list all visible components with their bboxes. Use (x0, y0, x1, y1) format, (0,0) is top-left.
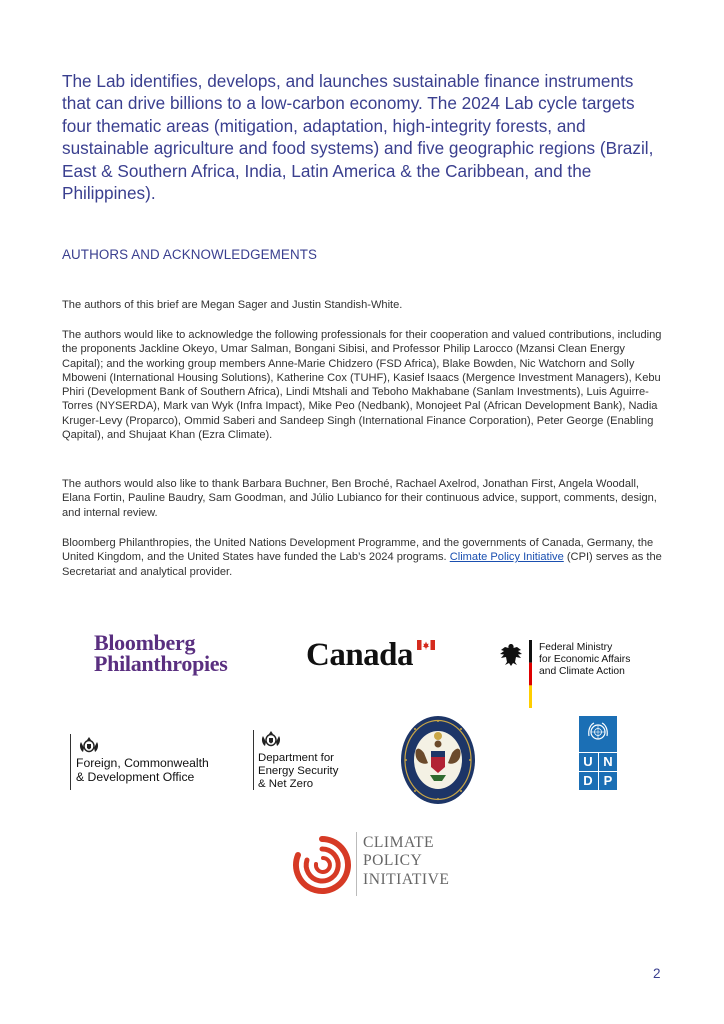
german-flag-bar-icon (529, 640, 532, 708)
acknowledgements-paragraph: The authors would like to acknowledge the following professionals for their cooperation and valued contributions, including the proponents Jackline Okeyo, Umar Salman, Bongani Sibisi, and Professor Philip Larocco (Mzansi Clean Energy Capital); and the working group members Anne-Marie Chidzero (FSD Africa), Blake Bowden, Nic Watchorn and Solly Mboweni (International Housing Solutions), Katherine Cox (TUHF), Kasief Isaacs (Mergence Investment Managers), Kebu Phiri (Development Bank of Southern Africa), Lindi Mtshali and Teboho Makhabane (Sanlam Investments), Luis Aguirre-Torres (NYSERDA), Mark van Wyk (Infra Impact), Mike Peo (Nedbank), Monojeet Pal (African Development Bank), Nadia Kruger-Levy (Proparco), Ommid Saberi and Sandeep Singh (International Finance Corporation), Peter George (Enabling Qapital), and Shujaat Khan (Ezra Climate). (62, 329, 662, 442)
canada-wordmark: Canada (306, 637, 414, 673)
funders-text-end: (CPI) serves as the Secretariat and analytical provider. (62, 551, 662, 578)
thanks-paragraph: The authors would also like to thank Barbara Buchner, Ben Broché, Rachael Axelrod, Jonathan First, Angela Woodall, Elana Fortin, Pauline Baudry, Sam Goodman, and Júlio Lubianco for their continuous advice, support, comments, design, and internal review. (62, 478, 657, 519)
undp-divider (579, 752, 617, 753)
un-emblem-icon (586, 720, 610, 744)
funders-paragraph (62, 536, 662, 579)
bloomberg-line1: Bloomberg (94, 630, 196, 655)
undp-letter-u: U (583, 754, 593, 769)
intro-paragraph: The Lab identifies, develops, and launches sustainable finance instruments that can drive billions to a low-carbon economy. The 2024 Lab cycle targets four thematic areas (mitigation, adaptation, high-integrity forests, and sustainable agriculture and food systems) and five geographic regions (Brazil, East & Southern Africa, India, Latin America & the Caribbean, and the Philippines). (62, 71, 654, 204)
undp-divider (579, 771, 617, 772)
royal-crest-icon (260, 730, 282, 748)
desnz-name: Department for Energy Security & Net Zero (258, 752, 339, 790)
us-state-department-seal (400, 715, 476, 805)
climate-policy-initiative-logo (290, 830, 460, 902)
undp-letter-n: N (603, 754, 613, 769)
undp-letter-p: P (603, 773, 613, 788)
cpi-link[interactable]: Climate Policy Initiative (449, 551, 564, 564)
bloomberg-philanthropies-logo (94, 632, 228, 674)
divider (70, 734, 71, 790)
fcdo-name: Foreign, Commonwealth & Development Office (76, 756, 209, 784)
bloomberg-line2: Philanthropies (94, 651, 228, 676)
authors-paragraph: The authors of this brief are Megan Sager and Justin Standish-White. (62, 299, 403, 311)
fcdo-logo (70, 734, 230, 790)
page-number: 2 (653, 966, 661, 981)
cpi-name: CLIMATE POLICY INITIATIVE (363, 834, 450, 888)
german-ministry-logo (498, 640, 648, 710)
section-heading: AUTHORS AND ACKNOWLEDGEMENTS (62, 247, 318, 262)
state-department-seal-icon (400, 715, 476, 805)
canada-flag-icon (417, 640, 435, 650)
german-ministry-name: Federal Ministry for Economic Affairs and Climate Action (539, 642, 631, 678)
divider (253, 730, 254, 790)
desnz-logo (253, 730, 353, 792)
undp-letter-d: D (583, 773, 593, 788)
cpi-swirl-icon (290, 833, 354, 897)
undp-logo (579, 716, 617, 790)
eagle-icon (498, 642, 524, 668)
canada-logo (306, 637, 413, 673)
funders-text: Bloomberg Philanthropies, the United Nations Development Programme, and the governments of Canada, Germany, the United Kingdom, and the United States have funded the Lab’s 2024 programs. (62, 537, 654, 564)
divider (356, 832, 357, 896)
royal-crest-icon (78, 736, 100, 754)
